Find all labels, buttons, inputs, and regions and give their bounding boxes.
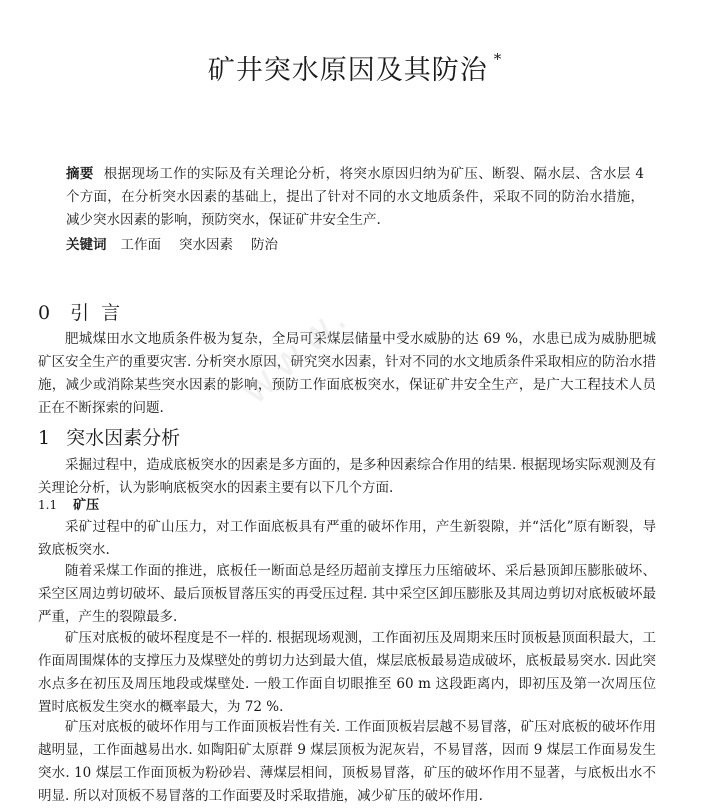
- subsection-heading-1-1: [38, 495, 99, 516]
- paper-title: 矿井突水原因及其防治: [207, 55, 488, 86]
- abstract-label: 摘要: [66, 166, 94, 182]
- abstract-text: 根据现场工作的实际及有关理论分析，将突水原因归纳为矿压、断裂、隔水层、含水层 4 个方面，在分析突水因素的基础上，提出了针对不同的水文地质条件，采取不同的防治水措施，减少突水因素的影响，预防突水，保证矿井安全生产.: [66, 166, 645, 228]
- section-title: 突水因素分析: [66, 427, 181, 449]
- title-footnote-mark: *: [493, 50, 502, 68]
- section-number: 0: [38, 302, 53, 324]
- section-heading-intro: [38, 298, 132, 325]
- keyword-item: 突水因素: [179, 237, 233, 253]
- watermark: www.: [231, 292, 360, 414]
- abstract: [66, 163, 644, 232]
- keywords-label: 关键词: [66, 237, 107, 253]
- paragraph-mine-pressure-1: 采矿过程中的矿山压力，对工作面底板具有严重的破坏作用，产生新裂隙，并“活化”原有断裂，导致底板突水.: [38, 519, 656, 558]
- subsection-number: 1.1: [38, 498, 58, 512]
- paragraph-mine-pressure-2: 随着采煤工作面的推进，底板任一断面总是经历超前支撑压力压缩破坏、采后悬顶卸压膨胀破坏、采空区周边剪切破坏、最后顶板冒落压实的再受压过程. 其中采空区卸压膨胀及其周边剪切对底板破坏最严重，产生的裂隙最多.: [38, 563, 656, 625]
- section-title: 引言: [70, 302, 133, 324]
- keywords: [66, 234, 644, 257]
- paragraph-mine-pressure-4: 矿压对底板的破坏作用与工作面顶板岩性有关. 工作面顶板岩层越不易冒落，矿压对底板的破坏作用越明显，工作面越易出水. 如陶阳矿太原群 9 煤层顶板为泥灰岩，不易冒落，因而 9 煤层工作面易发生突水. 10 煤层工作面顶板为粉砂岩、薄煤层相间，顶板易冒落，矿压的破坏作用不显著，与底板出水不明显. 所以对顶板不易冒落的工作面要及时采取措施，减少矿压的破坏作用.: [38, 719, 656, 804]
- keyword-item: 工作面: [120, 237, 161, 253]
- paragraph-mine-pressure-3: 矿压对底板的破坏程度是不一样的. 根据现场观测，工作面初压及周期来压时顶板悬顶面积最大，工作面周围煤体的支撑压力及煤壁处的剪切力达到最大值，煤层底板最易造成破坏，底板最易突水. 因此突水点多在初压及周压地段或煤壁处. 一般工作面自切眼推至 60 m 这段距离内，即初压及第一次周压位置时底板发生突水的概率最大，为 72 %.: [38, 630, 656, 715]
- paragraph-section1: 采掘过程中，造成底板突水的因素是多方面的，是多种因素综合作用的结果. 根据现场实际观测及有关理论分析，认为影响底板突水的因素主要有以下几个方面.: [38, 457, 656, 496]
- keyword-item: 防治: [251, 237, 278, 253]
- paragraph-intro: 肥城煤田水文地质条件极为复杂，全局可采煤层储量中受水威胁的达 69 %，水患已成为威胁肥城矿区安全生产的重要灾害. 分析突水原因，研究突水因素，针对不同的水文地质条件采取相应的防治水措施，减少或消除某些突水因素的影响，预防工作面底板突水，保证矿井安全生产，是广大工程技术人员正在不断探索的问题.: [38, 331, 656, 416]
- subsection-title: 矿压: [73, 498, 100, 513]
- section-number: 1: [38, 427, 51, 449]
- section-heading-1: [38, 423, 180, 450]
- title-block: [0, 48, 709, 87]
